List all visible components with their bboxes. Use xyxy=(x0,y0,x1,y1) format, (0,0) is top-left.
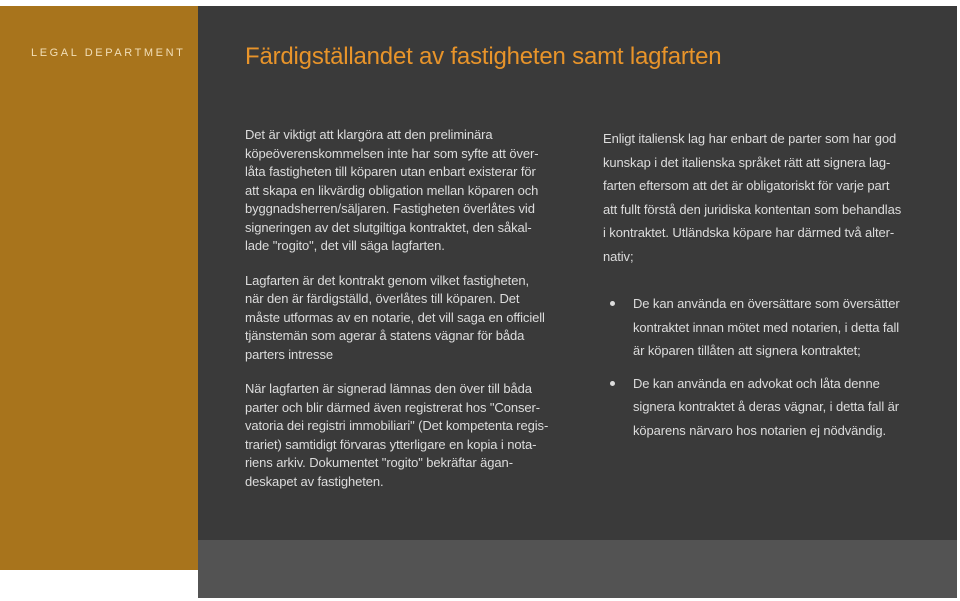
paragraph-registration: När lagfarten är signerad lämnas den över till båda parter och blir därmed även registrerat hos "Conser- vatoria dei registri immobiliari" (Det kompetenta regis- trariet) samtidigt förvaras ytterligare en kopia i nota- riens arkiv. Dokumentet "rogito" bekräftar ägan- deskapet av fastigheten. xyxy=(245,381,549,489)
paragraph-language-requirement: Enligt italiensk lag har enbart de parter som har god kunskap i det italienska språket rätt att signera lag- farten eftersom att det är obligatoriskt för varje part att fullt förstå den juridiska kontentan som behandlas i kontraktet. Utländska köpare har därmed två alter- nativ; xyxy=(603,131,902,264)
right-column xyxy=(603,127,923,451)
list-item xyxy=(603,372,923,443)
paragraph-lagfarten-definition: Lagfarten är det kontrakt genom vilket fastigheten, när den är färdigställd, överlåtes till köparen. Det måste utformas av en notarie, det vill saga en officiell tjänstemän som agerar å statens vägnar för båda parters intresse xyxy=(245,272,545,362)
sidebar-panel xyxy=(0,6,198,570)
list-item-text: De kan använda en advokat och låta denne signera kontraktet å deras vägnar, i detta fall är köparens närvaro hos notarien ej nödvändig. xyxy=(633,375,899,438)
page-title: Färdigställandet av fastigheten samt lagfarten xyxy=(245,43,722,70)
department-label: LEGAL DEPARTMENT xyxy=(31,47,186,59)
footer-bar xyxy=(198,540,957,598)
list-item xyxy=(603,292,923,363)
left-column xyxy=(245,126,565,491)
bullet-icon xyxy=(610,301,615,306)
list-item-text: De kan använda en översättare som översätter kontraktet innan mötet med notarien, i detta fall är köparen tillåten att signera kontraktet; xyxy=(633,296,900,358)
bullet-icon xyxy=(610,381,615,386)
paragraph-preliminary-agreement: Det är viktigt att klargöra att den preliminära köpeöverenskommelsen inte har som syfte att över- låta fastigheten till köparen utan enbart existerar för att skapa en likvärdig obligation mellan köparen och byggnadsherren/säljaren. Fastigheten överlåtes vid signeringen av det slutgiltiga kontraktet, den såkal- lade "rogito", det vill säga lagfarten. xyxy=(245,127,539,253)
